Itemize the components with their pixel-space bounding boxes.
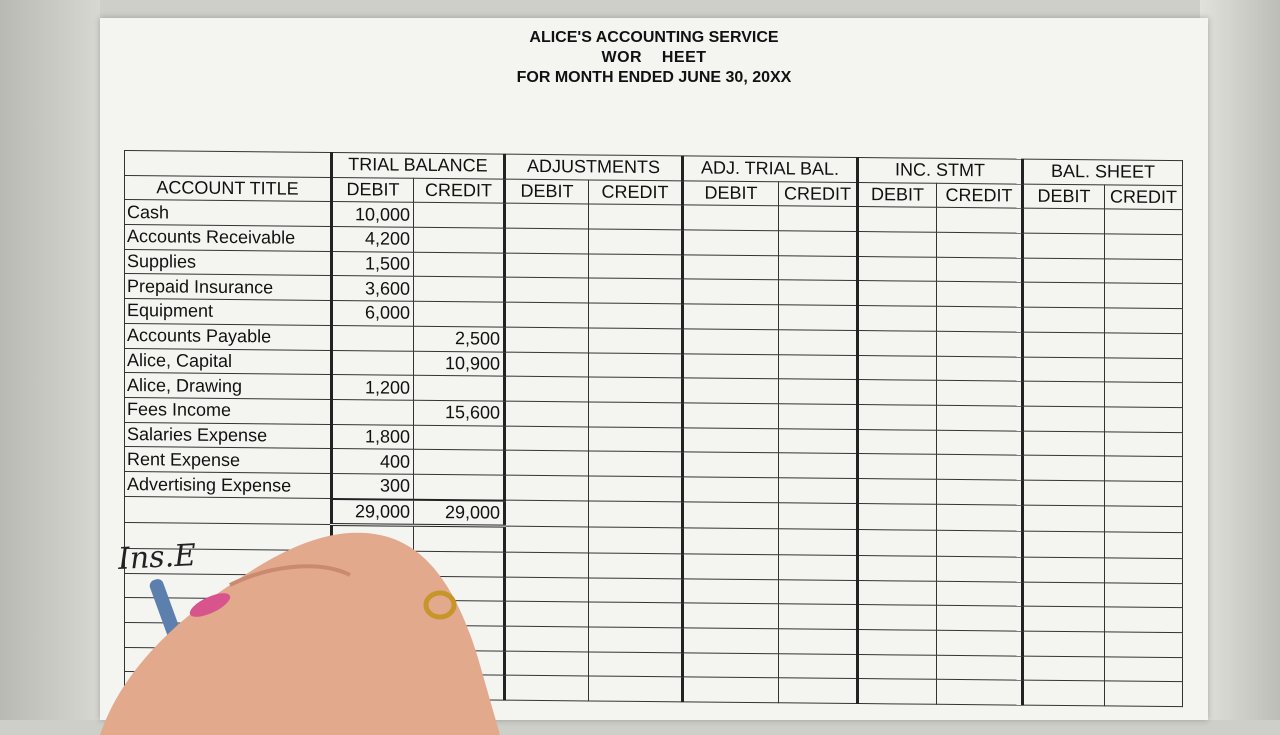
worksheet-cell xyxy=(779,503,858,530)
worksheet-cell xyxy=(858,380,937,405)
worksheet-cell xyxy=(589,652,683,678)
worksheet-cell xyxy=(858,679,937,704)
worksheet-cell xyxy=(779,529,858,555)
worksheet-cell xyxy=(858,207,937,232)
worksheet-cell xyxy=(1023,357,1105,382)
trial-balance-credit: 10,900 xyxy=(414,351,505,377)
worksheet-cell xyxy=(858,654,937,679)
trial-balance-credit xyxy=(414,301,505,327)
worksheet-cell xyxy=(505,204,589,229)
worksheet-cell xyxy=(1023,631,1105,656)
debit-header: DEBIT xyxy=(505,179,589,204)
account-title: Fees Income xyxy=(125,397,332,424)
worksheet-cell xyxy=(937,680,1023,706)
worksheet-cell xyxy=(937,232,1023,258)
worksheet-cell xyxy=(779,404,858,429)
total-credit: 29,000 xyxy=(414,499,505,526)
worksheet-cell xyxy=(505,500,589,527)
worksheet-cell xyxy=(683,528,779,555)
worksheet-cell xyxy=(1105,259,1183,284)
trial-balance-credit xyxy=(414,375,505,401)
worksheet-cell xyxy=(858,306,937,331)
trial-balance-credit xyxy=(414,474,505,500)
worksheet-cell xyxy=(858,605,937,630)
debit-header: DEBIT xyxy=(332,177,414,202)
account-title-header: ACCOUNT TITLE xyxy=(125,175,332,202)
credit-header: CREDIT xyxy=(414,178,505,204)
worksheet-header xyxy=(100,28,1208,88)
worksheet-cell xyxy=(1023,480,1105,506)
worksheet-cell xyxy=(589,427,683,453)
trial-balance-debit: 1,500 xyxy=(332,251,414,276)
worksheet-cell xyxy=(1023,258,1105,283)
trial-balance-debit xyxy=(332,325,414,350)
trial-balance-credit xyxy=(414,203,505,229)
trial-balance-credit xyxy=(414,425,505,451)
worksheet-cell xyxy=(937,257,1023,283)
credit-header: CREDIT xyxy=(937,183,1023,209)
worksheet-cell xyxy=(1105,407,1183,432)
worksheet-cell xyxy=(505,602,589,627)
worksheet-cell xyxy=(779,579,858,604)
worksheet-cell xyxy=(683,279,779,305)
account-title: Supplies xyxy=(125,249,332,276)
worksheet-cell xyxy=(779,256,858,281)
worksheet-cell xyxy=(779,305,858,330)
account-title: Prepaid Insurance xyxy=(125,274,332,301)
worksheet-cell xyxy=(858,454,937,479)
trial-balance-debit: 1,800 xyxy=(332,424,414,449)
worksheet-cell xyxy=(779,379,858,404)
worksheet-cell xyxy=(683,329,779,355)
worksheet-cell xyxy=(858,281,937,306)
trial-balance-credit xyxy=(414,252,505,278)
worksheet-cell xyxy=(1105,481,1183,507)
worksheet-cell xyxy=(779,629,858,654)
worksheet-cell xyxy=(1105,333,1183,358)
worksheet-cell xyxy=(1105,657,1183,682)
worksheet-cell xyxy=(858,580,937,605)
worksheet-cell xyxy=(1023,381,1105,406)
worksheet-cell xyxy=(589,254,683,280)
worksheet-cell xyxy=(1105,607,1183,632)
account-title: Equipment xyxy=(125,299,332,326)
account-title: Accounts Payable xyxy=(125,323,332,350)
worksheet-cell xyxy=(683,403,779,429)
trial-balance-debit: 6,000 xyxy=(332,301,414,326)
worksheet-period: FOR MONTH ENDED JUNE 30, 20XX xyxy=(516,69,792,86)
worksheet-cell xyxy=(858,404,937,429)
account-title: Rent Expense xyxy=(125,447,332,474)
worksheet-cell xyxy=(779,678,858,703)
worksheet-cell xyxy=(937,282,1023,308)
worksheet-cell xyxy=(1023,557,1105,582)
worksheet-cell xyxy=(779,453,858,478)
worksheet-cell xyxy=(1023,431,1105,456)
worksheet-cell xyxy=(1023,656,1105,681)
worksheet-cell xyxy=(1023,406,1105,431)
worksheet-cell xyxy=(589,328,683,354)
credit-header: CREDIT xyxy=(589,180,683,206)
worksheet-cell xyxy=(779,428,858,453)
debit-header: DEBIT xyxy=(683,181,779,207)
worksheet-cell xyxy=(937,356,1023,382)
worksheet-cell xyxy=(779,231,858,256)
worksheet-cell xyxy=(589,578,683,604)
credit-header: CREDIT xyxy=(779,181,858,206)
worksheet-cell xyxy=(589,627,683,653)
worksheet-cell xyxy=(505,327,589,352)
worksheet-cell xyxy=(779,354,858,379)
worksheet-cell xyxy=(1105,431,1183,456)
worksheet-cell xyxy=(589,377,683,403)
worksheet-cell xyxy=(589,204,683,230)
account-title: Advertising Expense xyxy=(125,471,332,498)
debit-header: DEBIT xyxy=(858,182,937,207)
worksheet-cell xyxy=(1105,382,1183,407)
worksheet-title: WOR HEET xyxy=(601,49,707,66)
worksheet-cell xyxy=(683,205,779,231)
trial-balance-credit xyxy=(414,227,505,253)
worksheet-cell xyxy=(589,527,683,554)
worksheet-cell xyxy=(1023,582,1105,607)
worksheet-cell xyxy=(589,229,683,255)
worksheet-cell xyxy=(589,303,683,329)
worksheet-cell xyxy=(589,278,683,304)
worksheet-cell xyxy=(1023,505,1105,532)
worksheet-cell xyxy=(1105,283,1183,308)
worksheet-cell xyxy=(1105,632,1183,657)
group-inc-stmt: INC. STMT xyxy=(858,158,1023,184)
worksheet-cell xyxy=(937,556,1023,582)
worksheet-cell xyxy=(858,478,937,504)
worksheet-cell xyxy=(683,255,779,281)
account-title: Cash xyxy=(125,200,332,227)
worksheet-cell xyxy=(589,402,683,428)
worksheet-cell xyxy=(937,208,1023,234)
worksheet-cell xyxy=(505,426,589,451)
worksheet-cell xyxy=(505,526,589,552)
worksheet-cell xyxy=(1023,531,1105,557)
worksheet-cell xyxy=(683,378,779,404)
worksheet-cell xyxy=(937,331,1023,357)
worksheet-cell xyxy=(858,429,937,454)
total-debit: 29,000 xyxy=(332,499,414,526)
worksheet-cell xyxy=(683,653,779,679)
worksheet-cell xyxy=(858,530,937,556)
credit-header: CREDIT xyxy=(1105,185,1183,210)
worksheet-cell xyxy=(505,278,589,303)
group-trial-balance: TRIAL BALANCE xyxy=(332,152,505,178)
worksheet-cell xyxy=(779,206,858,231)
worksheet-cell xyxy=(505,577,589,602)
worksheet-cell xyxy=(505,352,589,377)
worksheet-cell xyxy=(683,353,779,379)
worksheet-cell xyxy=(505,376,589,401)
worksheet-cell xyxy=(779,330,858,355)
worksheet-cell xyxy=(683,452,779,478)
trial-balance-debit: 300 xyxy=(332,473,414,499)
worksheet-cell xyxy=(505,253,589,278)
trial-balance-credit xyxy=(414,450,505,476)
worksheet-cell xyxy=(937,430,1023,456)
worksheet-cell xyxy=(937,531,1023,558)
worksheet-cell xyxy=(505,676,589,701)
worksheet-cell xyxy=(505,401,589,426)
worksheet-cell xyxy=(779,478,858,504)
worksheet-cell xyxy=(858,330,937,355)
worksheet-cell xyxy=(779,555,858,580)
handwritten-entry: Ins.E xyxy=(117,537,197,578)
worksheet-cell xyxy=(1023,455,1105,480)
worksheet-cell xyxy=(1023,332,1105,357)
account-title: Alice, Capital xyxy=(125,348,332,375)
worksheet-cell xyxy=(505,651,589,676)
worksheet-cell xyxy=(1105,357,1183,382)
worksheet-cell xyxy=(779,654,858,679)
worksheet-cell xyxy=(683,677,779,703)
worksheet-cell xyxy=(589,602,683,628)
worksheet-cell xyxy=(1023,209,1105,234)
trial-balance-debit: 400 xyxy=(332,449,414,474)
trial-balance-debit xyxy=(332,399,414,424)
worksheet-cell xyxy=(1023,607,1105,632)
worksheet-cell xyxy=(505,626,589,651)
trial-balance-credit xyxy=(414,277,505,303)
worksheet-cell xyxy=(683,579,779,605)
trial-balance-debit: 1,200 xyxy=(332,375,414,400)
worksheet-cell xyxy=(937,504,1023,531)
worksheet-cell xyxy=(1105,234,1183,259)
group-adjustments: ADJUSTMENTS xyxy=(505,154,683,180)
worksheet-cell xyxy=(1023,283,1105,308)
worksheet-cell xyxy=(589,501,683,528)
worksheet-cell xyxy=(683,603,779,629)
worksheet-cell xyxy=(1023,307,1105,332)
worksheet-cell xyxy=(683,304,779,330)
account-title-spacer xyxy=(125,151,332,178)
worksheet-cell xyxy=(858,556,937,581)
worksheet-cell xyxy=(858,232,937,257)
worksheet-cell xyxy=(505,228,589,253)
worksheet-cell xyxy=(1105,681,1183,706)
worksheet-cell xyxy=(505,475,589,501)
trial-balance-debit: 3,600 xyxy=(332,276,414,301)
worksheet-cell xyxy=(1105,532,1183,558)
company-name: ALICE'S ACCOUNTING SERVICE xyxy=(529,29,779,46)
worksheet-cell xyxy=(779,604,858,629)
worksheet-cell xyxy=(683,477,779,503)
worksheet-cell xyxy=(589,676,683,702)
worksheet-cell xyxy=(505,450,589,475)
worksheet-cell xyxy=(589,553,683,579)
account-title: Accounts Receivable xyxy=(125,225,332,252)
worksheet-cell xyxy=(937,405,1023,431)
worksheet-cell xyxy=(1105,558,1183,583)
worksheet-cell xyxy=(858,504,937,531)
worksheet-cell xyxy=(937,479,1023,505)
worksheet-cell xyxy=(505,302,589,327)
worksheet-cell xyxy=(937,455,1023,481)
worksheet-cell xyxy=(937,306,1023,332)
account-title: Salaries Expense xyxy=(125,422,332,449)
worksheet-cell xyxy=(858,355,937,380)
worksheet-cell xyxy=(858,630,937,655)
worksheet-cell xyxy=(937,581,1023,607)
group-adj-trial-bal: ADJ. TRIAL BAL. xyxy=(683,156,858,182)
trial-balance-debit xyxy=(332,350,414,375)
trial-balance-debit: 4,200 xyxy=(332,227,414,252)
worksheet-cell xyxy=(1023,681,1105,706)
hand-holding-pen xyxy=(80,505,500,735)
worksheet-cell xyxy=(1105,506,1183,533)
worksheet-cell xyxy=(1105,209,1183,234)
worksheet-cell xyxy=(683,427,779,453)
worksheet-cell xyxy=(1105,583,1183,608)
worksheet-cell xyxy=(589,451,683,477)
worksheet-cell xyxy=(505,552,589,577)
worksheet-cell xyxy=(589,476,683,502)
worksheet-cell xyxy=(937,380,1023,406)
worksheet-cell xyxy=(1105,308,1183,333)
worksheet-cell xyxy=(683,230,779,256)
trial-balance-debit: 10,000 xyxy=(332,202,414,227)
worksheet-cell xyxy=(683,628,779,654)
background-right xyxy=(1200,0,1280,720)
worksheet-cell xyxy=(937,655,1023,681)
debit-header: DEBIT xyxy=(1023,184,1105,209)
group-bal-sheet: BAL. SHEET xyxy=(1023,159,1183,185)
account-title: Alice, Drawing xyxy=(125,373,332,400)
worksheet-cell xyxy=(937,630,1023,656)
trial-balance-credit: 15,600 xyxy=(414,400,505,426)
worksheet-cell xyxy=(858,256,937,281)
worksheet-cell xyxy=(589,352,683,378)
trial-balance-credit: 2,500 xyxy=(414,326,505,352)
worksheet-cell xyxy=(1023,233,1105,258)
worksheet-cell xyxy=(683,502,779,529)
worksheet-cell xyxy=(779,280,858,305)
worksheet-cell xyxy=(1105,456,1183,481)
worksheet-cell xyxy=(937,606,1023,632)
worksheet-cell xyxy=(683,554,779,580)
